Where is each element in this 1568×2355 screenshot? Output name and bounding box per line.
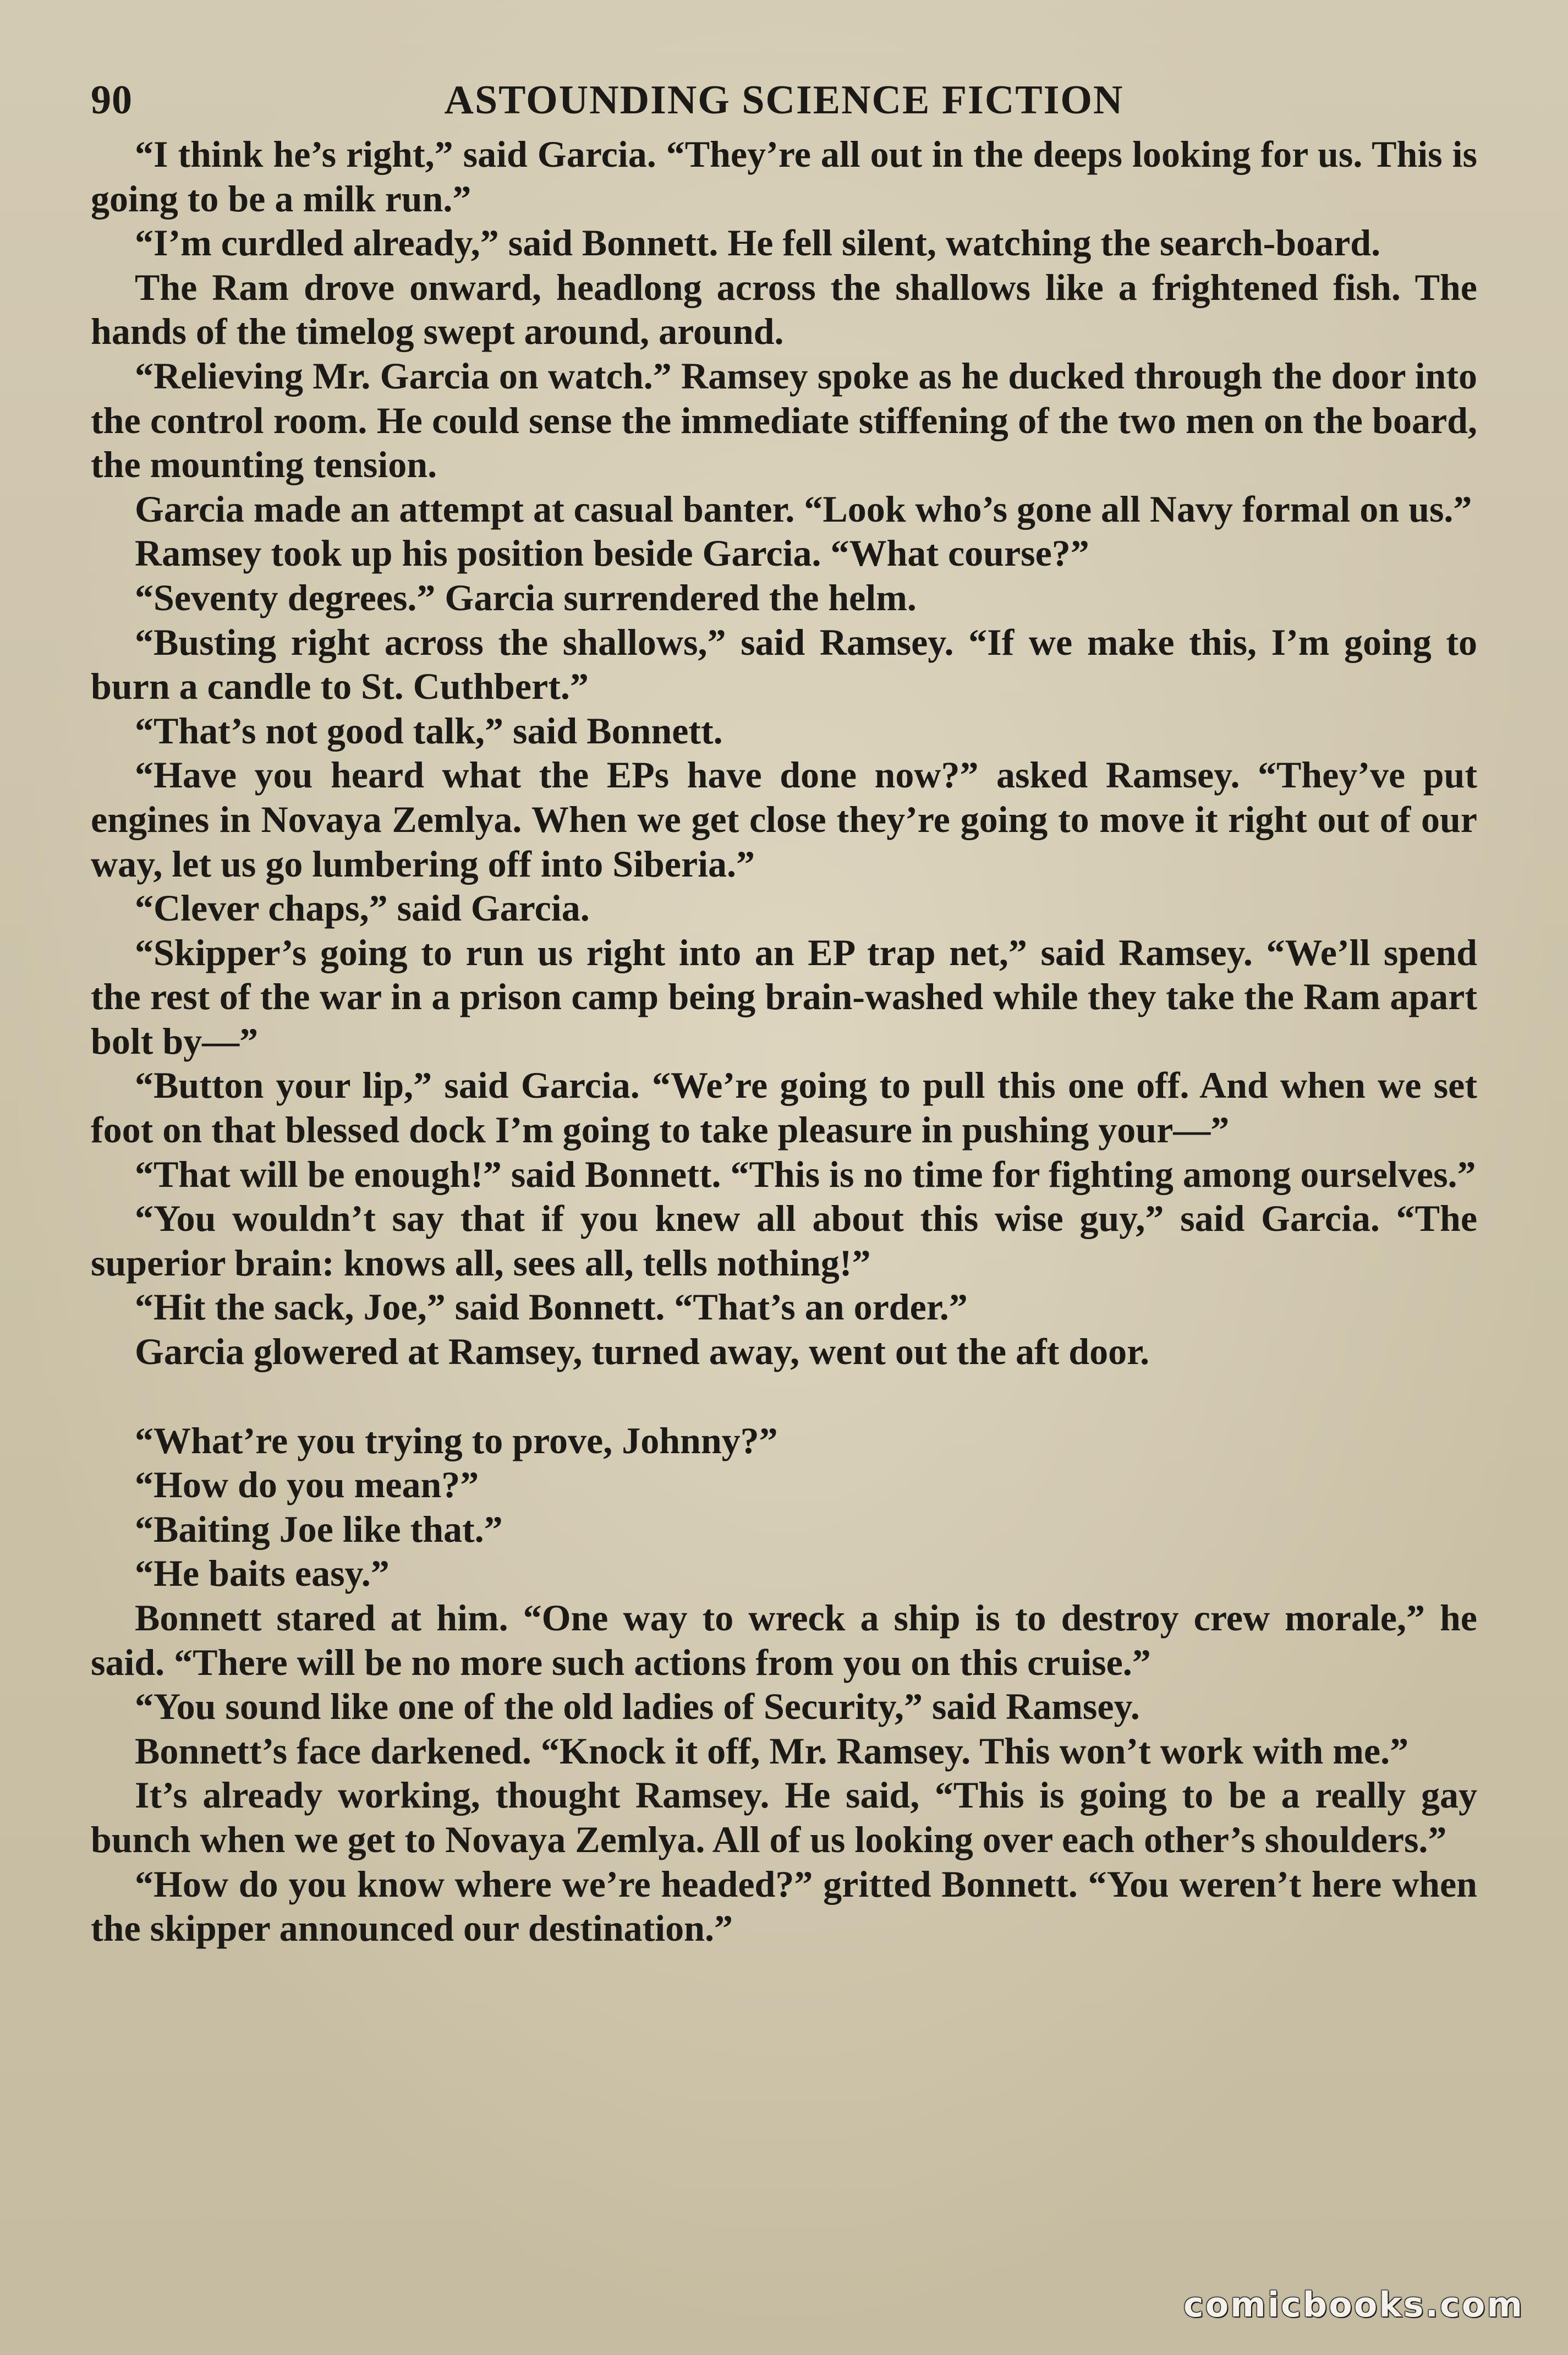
- running-title: ASTOUNDING SCIENCE FICTION: [444, 78, 1124, 123]
- running-head: [91, 72, 1477, 132]
- paragraph: “Seventy degrees.” Garcia surrendered the helm.: [135, 576, 917, 618]
- paragraph: “Busting right across the shallows,” said Ramsey. “If we make this, I’m going to burn a candle to St. Cuthbert.”: [91, 621, 1477, 708]
- paragraph: Garcia glowered at Ramsey, turned away, went out the aft door.: [135, 1330, 1150, 1373]
- paragraph: Ramsey took up his position beside Garcia. “What course?”: [135, 532, 1089, 574]
- paragraph: “Hit the sack, Joe,” said Bonnett. “That’s an order.”: [135, 1286, 968, 1328]
- paragraph: “That will be enough!” said Bonnett. “This is no time for fighting among ourselves.”: [135, 1153, 1476, 1195]
- paragraph: “Clever chaps,” said Garcia.: [135, 887, 590, 929]
- section-break: [91, 1374, 1477, 1419]
- body-text: [91, 132, 1477, 1951]
- paragraph: “You sound like one of the old ladies of Security,” said Ramsey.: [135, 1685, 1140, 1728]
- paragraph: “Button your lip,” said Garcia. “We’re going to pull this one off. And when we set foot on that blessed dock I’m going to take pleasure in pushing your—”: [91, 1064, 1477, 1151]
- paragraph: “You wouldn’t say that if you knew all about this wise guy,” said Garcia. “The superior brain: knows all, sees all, tells nothing!”: [91, 1197, 1477, 1284]
- paragraph: “I’m curdled already,” said Bonnett. He fell silent, watching the search-board.: [135, 222, 1381, 264]
- paragraph: Garcia made an attempt at casual banter. “Look who’s gone all Navy formal on us.”: [135, 488, 1472, 530]
- paragraph: “How do you mean?”: [135, 1464, 479, 1506]
- paragraph: Bonnett stared at him. “One way to wreck a ship is to destroy crew morale,” he said. “There will be no more such actions from you on this cruise.”: [91, 1597, 1477, 1683]
- paragraph: It’s already working, thought Ramsey. He said, “This is going to be a really gay bunch when we get to Novaya Zemlya. All of us looking over each other’s shoulders.”: [91, 1774, 1477, 1860]
- page-number: 90: [91, 78, 133, 123]
- paragraph: The Ram drove onward, headlong across the shallows like a frightened fish. The hands of the timelog swept around, around.: [91, 266, 1477, 353]
- paragraph: “Skipper’s going to run us right into an EP trap net,” said Ramsey. “We’ll spend the rest of the war in a prison camp being brain-washed while they take the Ram apart bolt by—”: [91, 931, 1477, 1062]
- paragraph: “He baits easy.”: [135, 1552, 390, 1595]
- paragraph: “Baiting Joe like that.”: [135, 1508, 503, 1550]
- site-watermark: comicbooks.com: [1183, 2285, 1524, 2325]
- paragraph: “What’re you trying to prove, Johnny?”: [135, 1419, 778, 1461]
- paragraph: “Relieving Mr. Garcia on watch.” Ramsey spoke as he ducked through the door into the control room. He could sense the immediate stiffening of the two men on the board, the mounting tension.: [91, 354, 1477, 486]
- paragraph: “That’s not good talk,” said Bonnett.: [135, 709, 723, 752]
- book-page: [91, 72, 1477, 1951]
- paragraph: “Have you heard what the EPs have done now?” asked Ramsey. “They’ve put engines in Novaya Zemlya. When we get close they’re going to move it right out of our way, let us go lumbering off into Siberia.”: [91, 754, 1477, 885]
- paragraph: “I think he’s right,” said Garcia. “They’re all out in the deeps looking for us. This is going to be a milk run.”: [91, 133, 1477, 220]
- paragraph: “How do you know where we’re headed?” gritted Bonnett. “You weren’t here when the skipper announced our destination.”: [91, 1863, 1477, 1949]
- paragraph: Bonnett’s face darkened. “Knock it off, Mr. Ramsey. This won’t work with me.”: [135, 1729, 1409, 1772]
